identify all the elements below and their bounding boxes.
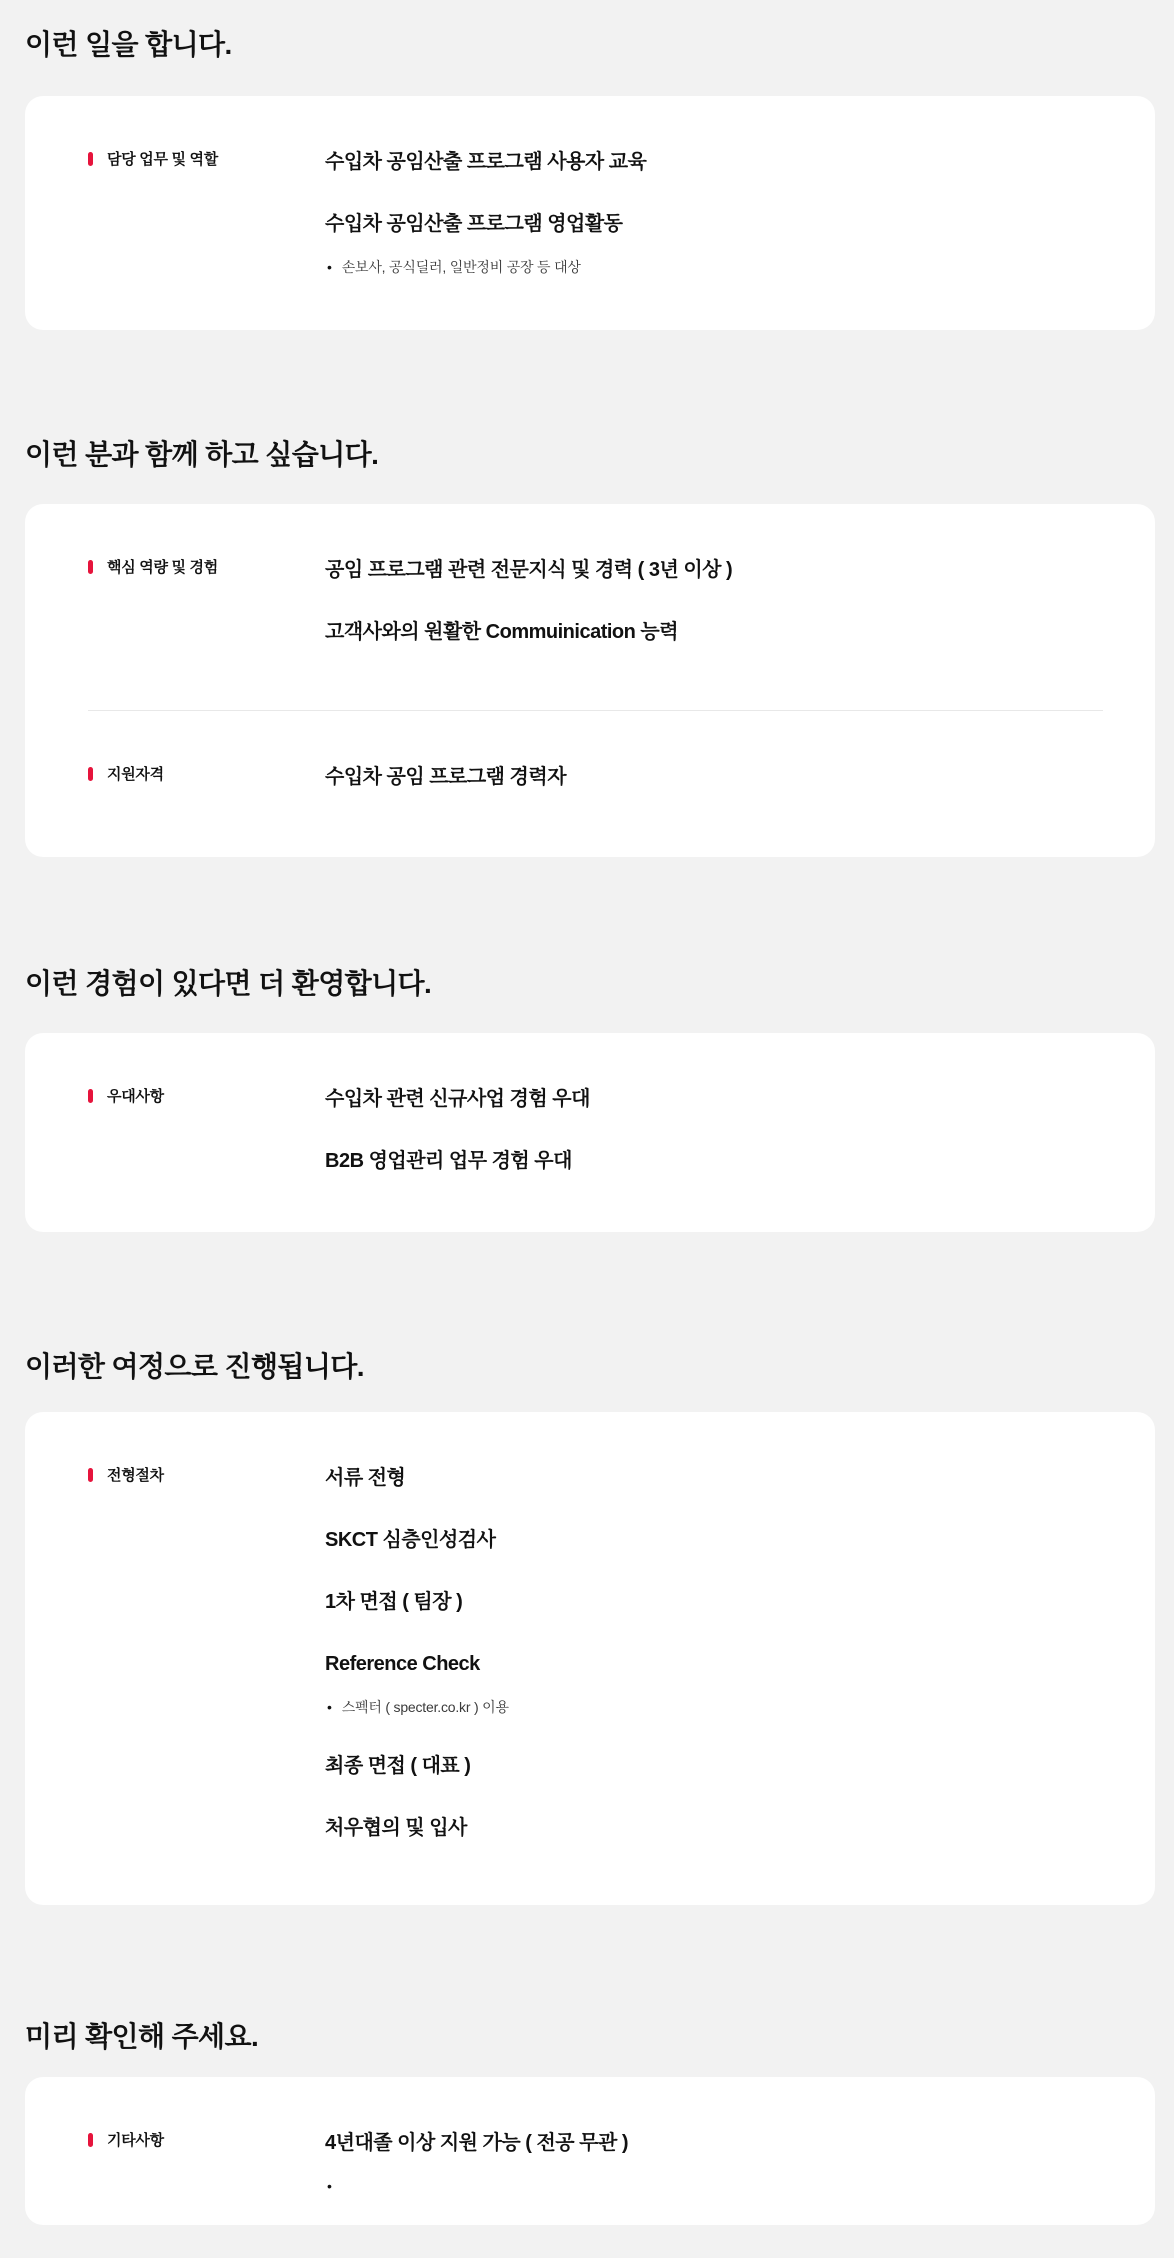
bullet-item (325, 1696, 1103, 1718)
section-responsibilities (25, 28, 1155, 330)
section-card (25, 1412, 1155, 1905)
row-content (325, 1464, 1103, 1842)
content-line: 처우협의 및 입사 (325, 1817, 467, 1839)
info-row (88, 1085, 1103, 1175)
section-title: 이런 경험이 있다면 더 환영합니다. (25, 968, 432, 999)
content-line: Reference Check (325, 1653, 480, 1675)
row-label-text: 우대사항 (107, 1088, 164, 1105)
row-label-text: 전형절차 (107, 1467, 164, 1484)
content-line: B2B 영업관리 업무 경험 우대 (325, 1150, 572, 1172)
content-line: 서류 전형 (325, 1467, 406, 1489)
bullet-text: 손보사, 공식딜러, 일반정비 공장 등 대상 (341, 259, 581, 275)
section-card (25, 2077, 1155, 2225)
content-line: 1차 면접 ( 팀장 ) (325, 1591, 463, 1613)
bullet-text: 스펙터 ( specter.co.kr ) 이용 (341, 1699, 509, 1715)
content-line: 수입차 공임 프로그램 경력자 (325, 766, 567, 788)
section-title: 미리 확인해 주세요. (25, 2021, 259, 2052)
content-line: 수입차 공임산출 프로그램 영업활동 (325, 213, 623, 235)
row-divider (88, 710, 1103, 711)
accent-bar-icon (88, 152, 93, 166)
bullet-item (325, 256, 1103, 278)
section-title: 이러한 여정으로 진행됩니다. (25, 1351, 364, 1382)
row-content (325, 763, 1103, 791)
info-row (88, 763, 1103, 791)
accent-bar-icon (88, 767, 93, 781)
row-content (325, 556, 1103, 646)
row-label-text: 담당 업무 및 역할 (107, 151, 218, 168)
row-label (88, 2129, 325, 2151)
accent-bar-icon (88, 560, 93, 574)
section-card (25, 96, 1155, 330)
row-label-text: 지원자격 (107, 766, 164, 783)
section-title: 이런 일을 합니다. (25, 29, 232, 60)
content-line: 최종 면접 ( 대표 ) (325, 1755, 471, 1777)
row-content (325, 1085, 1103, 1175)
content-line: 4년대졸 이상 지원 가능 ( 전공 무관 ) (325, 2132, 628, 2154)
row-label-text: 기타사항 (107, 2132, 164, 2149)
bullet-dot-icon: • (327, 2178, 332, 2194)
content-line: 고객사와의 원활한 Commuinication 능력 (325, 621, 679, 643)
row-content (325, 2129, 1103, 2197)
accent-bar-icon (88, 1089, 93, 1103)
content-line: 공임 프로그램 관련 전문지식 및 경력 ( 3년 이상 ) (325, 559, 733, 581)
section-card (25, 504, 1155, 857)
row-content (325, 148, 1103, 278)
row-label (88, 1464, 325, 1486)
row-label (88, 763, 325, 785)
section-preferred (25, 967, 1155, 1232)
bullet-item (325, 2175, 1103, 2197)
accent-bar-icon (88, 2133, 93, 2147)
section-card (25, 1033, 1155, 1232)
content-line: 수입차 공임산출 프로그램 사용자 교육 (325, 151, 647, 173)
content-line: 수입차 관련 신규사업 경험 우대 (325, 1088, 590, 1110)
row-label-text: 핵심 역량 및 경험 (107, 559, 218, 576)
row-label (88, 556, 325, 578)
bullet-dot-icon: • (327, 1699, 332, 1715)
section-hiring-process (25, 1350, 1155, 1905)
row-label (88, 148, 325, 170)
row-label (88, 1085, 325, 1107)
info-row (88, 1464, 1103, 1842)
section-title: 이런 분과 함께 하고 싶습니다. (25, 439, 379, 470)
info-row (88, 2129, 1103, 2197)
content-line: SKCT 심층인성검사 (325, 1529, 496, 1551)
accent-bar-icon (88, 1468, 93, 1482)
bullet-dot-icon: • (327, 259, 332, 275)
info-row (88, 148, 1103, 278)
section-notes (25, 2020, 1155, 2225)
section-ideal-candidate (25, 438, 1155, 857)
info-row (88, 556, 1103, 646)
